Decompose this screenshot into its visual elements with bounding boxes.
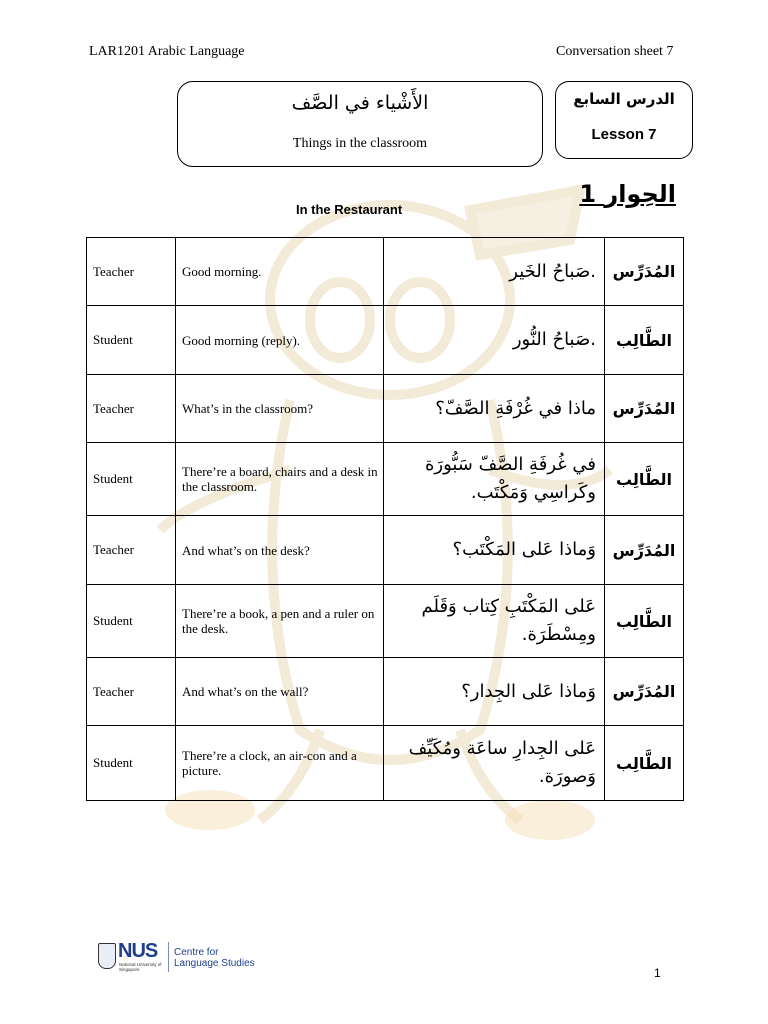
english-line: And what’s on the wall? [176, 658, 384, 726]
title-english: Things in the classroom [292, 136, 428, 151]
role-english: Student [87, 443, 176, 516]
arabic-line: .صَباحُ الخَير [384, 238, 605, 306]
nus-crest-icon [98, 943, 116, 969]
table-row [87, 585, 684, 658]
title-arabic: الأَشْياء في الصَّف [291, 92, 429, 114]
table-row [87, 658, 684, 726]
dialogue-heading [560, 180, 676, 208]
english-line: And what’s on the desk? [176, 516, 384, 585]
english-line: What’s in the classroom? [176, 375, 384, 443]
role-arabic: الطَّالِب [605, 585, 684, 658]
section-title: In the Restaurant [296, 202, 403, 217]
dialogue-heading-number: 1 [579, 180, 597, 208]
role-arabic: الطَّالِب [605, 306, 684, 375]
english-line: There’re a board, chairs and a desk in the classroom. [176, 443, 384, 516]
role-english: Teacher [87, 238, 176, 306]
lesson-box [555, 81, 693, 159]
dialogue-table [86, 237, 684, 801]
nus-letters: NUS [118, 940, 158, 962]
arabic-line: وَماذا عَلى المَكْتَب؟ [384, 516, 605, 585]
role-english: Student [87, 306, 176, 375]
role-arabic: المُدَرِّس [605, 375, 684, 443]
arabic-line: .صَباحُ النُّور [384, 306, 605, 375]
english-line: Good morning. [176, 238, 384, 306]
role-english: Student [87, 585, 176, 658]
role-arabic: المُدَرِّس [605, 238, 684, 306]
course-header: LAR1201 Arabic Language [89, 44, 245, 59]
table-row [87, 443, 684, 516]
lesson-arabic: الدرس السابع [573, 90, 675, 108]
table-row [87, 306, 684, 375]
table-row [87, 516, 684, 585]
arabic-line: في غُرفَةِ الصَّفّ سَبُّورَة وكَراسِي وَمَكْتَب. [384, 443, 605, 516]
sheet-header: Conversation sheet 7 [556, 44, 674, 59]
centre-name: Centre for Language Studies [174, 947, 255, 969]
role-arabic: المُدَرِّس [605, 658, 684, 726]
role-arabic: المُدَرِّس [605, 516, 684, 585]
arabic-line: وَماذا عَلى الجِدار؟ [384, 658, 605, 726]
table-row [87, 375, 684, 443]
title-box [177, 81, 543, 167]
english-line: There’re a book, a pen and a ruler on the desk. [176, 585, 384, 658]
role-arabic: الطَّالِب [605, 443, 684, 516]
table-row [87, 726, 684, 801]
role-english: Teacher [87, 658, 176, 726]
arabic-line: عَلى المَكْتَبِ كِتاب وَقَلَم ومِسْطَرَة. [384, 585, 605, 658]
english-line: There’re a clock, an air-con and a picture. [176, 726, 384, 801]
dialogue-heading-word: الحِوار [604, 180, 676, 208]
logo-divider [168, 942, 169, 972]
page-number: 1 [654, 966, 661, 980]
arabic-line: ماذا في غُرْفَةِ الصَّفّ؟ [384, 375, 605, 443]
nus-subtext: National University of Singapore [119, 962, 162, 972]
arabic-line: عَلى الجِدارِ ساعَة ومُكَيِّف وَصورَة. [384, 726, 605, 801]
role-english: Student [87, 726, 176, 801]
role-english: Teacher [87, 516, 176, 585]
lesson-english: Lesson 7 [591, 126, 657, 143]
table-row [87, 238, 684, 306]
english-line: Good morning (reply). [176, 306, 384, 375]
role-arabic: الطَّالِب [605, 726, 684, 801]
role-english: Teacher [87, 375, 176, 443]
nus-cls-logo [98, 940, 258, 976]
